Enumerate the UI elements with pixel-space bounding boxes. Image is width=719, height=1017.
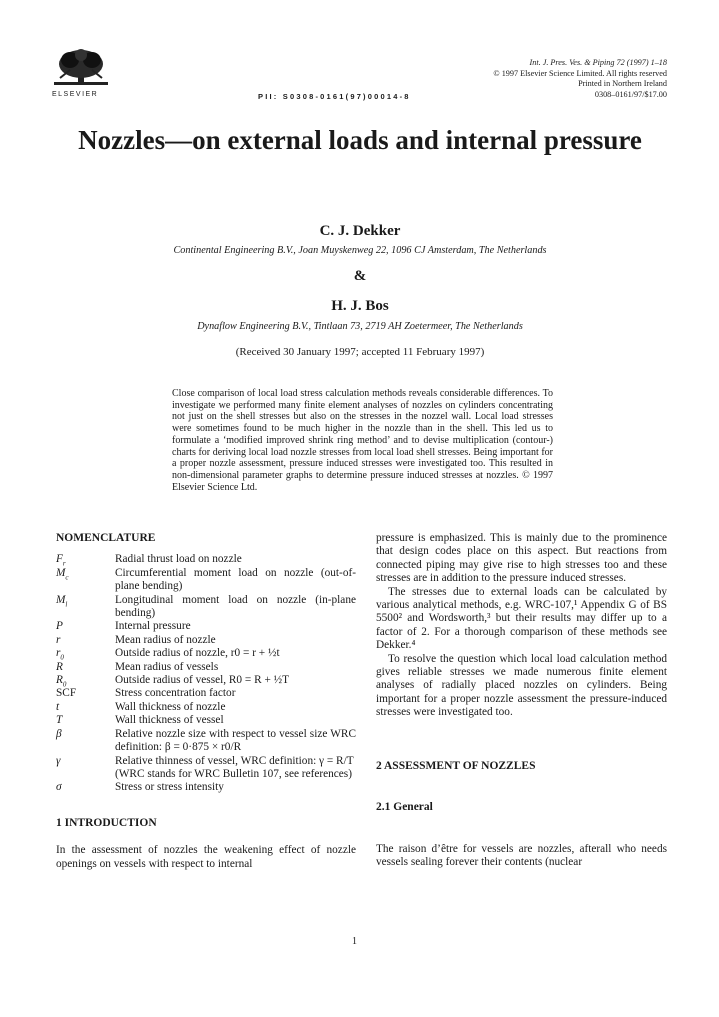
nomenclature-definition: Wall thickness of nozzle bbox=[115, 700, 226, 713]
nomenclature-definition: Mean radius of nozzle bbox=[115, 633, 216, 646]
pii-code: PII: S0308-0161(97)00014-8 bbox=[258, 92, 411, 101]
nomenclature-item bbox=[56, 687, 356, 700]
nomenclature-symbol: T bbox=[56, 714, 63, 727]
nomenclature-item bbox=[56, 781, 356, 794]
nomenclature-symbol: $R_0$ bbox=[56, 674, 67, 689]
page-number: 1 bbox=[352, 936, 357, 947]
nomenclature-definition: Outside radius of nozzle, r0 = r + ½t bbox=[115, 647, 280, 660]
paragraph: pressure is emphasized. This is mainly due to the prominence that design codes place on this aspect. But reactions from connected piping may give rise to high stresses too and these stresses are in addition to the pressure induced stresses. bbox=[376, 532, 667, 585]
nomenclature-definition: Wall thickness of vessel bbox=[115, 714, 224, 727]
right-column bbox=[376, 532, 667, 869]
nomenclature-definition: Relative thinness of vessel, WRC definition: γ = R/T bbox=[115, 754, 354, 767]
nomenclature-item bbox=[56, 553, 356, 566]
left-column bbox=[56, 532, 356, 871]
nomenclature-symbol: σ bbox=[56, 781, 62, 794]
nomenclature-item bbox=[56, 755, 356, 768]
issn-line: 0308–0161/97/$17.00 bbox=[594, 89, 667, 99]
nomenclature-item bbox=[56, 620, 356, 633]
nomenclature-symbol: β bbox=[56, 727, 62, 740]
nomenclature-symbol: $r_0$ bbox=[56, 647, 64, 662]
elsevier-logo bbox=[52, 48, 122, 98]
printed-line: Printed in Northern Ireland bbox=[578, 79, 667, 89]
nomenclature-item bbox=[56, 567, 356, 594]
nomenclature-definition: Internal pressure bbox=[115, 620, 191, 633]
nomenclature-symbol: $F_r$ bbox=[56, 553, 66, 568]
author-separator: & bbox=[353, 268, 367, 284]
nomenclature-item bbox=[56, 701, 356, 714]
nomenclature-definition: (WRC stands for WRC Bulletin 107, see references) bbox=[115, 767, 352, 780]
nomenclature-definition: Outside radius of vessel, R0 = R + ½T bbox=[115, 674, 290, 687]
nomenclature-symbol: r bbox=[56, 633, 61, 646]
nomenclature-item bbox=[56, 714, 356, 727]
copyright-line: © 1997 Elsevier Science Limited. All rights reserved bbox=[493, 68, 667, 78]
nomenclature-item bbox=[56, 674, 356, 687]
elsevier-tree-icon bbox=[52, 48, 110, 90]
nomenclature-definition: Stress or stress intensity bbox=[115, 781, 224, 794]
intro-paragraph: In the assessment of nozzles the weakening effect of nozzle openings on vessels with respect to internal bbox=[56, 844, 356, 870]
nomenclature-definition: Relative nozzle size with respect to vessel size WRC definition: β = 0·875 × r0/R bbox=[115, 727, 356, 754]
journal-citation: Int. J. Pres. Ves. & Piping 72 (1997) 1–18 bbox=[529, 58, 667, 67]
paragraph: To resolve the question which local load calculation method gives reliable stresses we made numerous finite element analyses of radially placed nozzles on cylinders. Being important for a proper nozzle assessment the pressure-induced stresses were investigated too. bbox=[376, 652, 667, 719]
nomenclature-symbol: R bbox=[56, 660, 63, 673]
author-2-name: H. J. Bos bbox=[331, 298, 389, 314]
nomenclature-definition: Radial thrust load on nozzle bbox=[115, 553, 242, 566]
nomenclature-item bbox=[56, 661, 356, 674]
nomenclature-symbol: t bbox=[56, 700, 60, 713]
paragraph: The stresses due to external loads can be calculated by various analytical methods, e.g. WRC-107,¹ Appendix G of BS 5500² and Wordsworth,³ but their results may differ up to a factor of 2. For a thorough comparison of these methods see Dekker.⁴ bbox=[376, 585, 667, 652]
nomenclature-symbol bbox=[56, 768, 115, 781]
nomenclature-symbol: γ bbox=[56, 754, 61, 767]
section-2-heading: 2 ASSESSMENT OF NOZZLES bbox=[376, 759, 536, 772]
nomenclature-symbol: P bbox=[56, 620, 63, 633]
nomenclature-definition: Circumferential moment load on nozzle (out-of-plane bending) bbox=[115, 566, 356, 593]
nomenclature-symbol: $M_l$ bbox=[56, 593, 68, 608]
nomenclature-item bbox=[56, 768, 356, 781]
received-dates: (Received 30 January 1997; accepted 11 February 1997) bbox=[235, 346, 485, 358]
nomenclature-item bbox=[56, 728, 356, 755]
nomenclature-item bbox=[56, 634, 356, 647]
nomenclature-item bbox=[56, 594, 356, 621]
nomenclature-definition: Stress concentration factor bbox=[115, 687, 236, 700]
nomenclature-symbol: SCF bbox=[56, 687, 77, 700]
section-2-1-heading: 2.1 General bbox=[376, 801, 433, 814]
nomenclature-item bbox=[56, 647, 356, 660]
author-1-name: C. J. Dekker bbox=[319, 223, 401, 239]
section-1-heading: 1 INTRODUCTION bbox=[56, 816, 157, 829]
nomenclature-definition: Mean radius of vessels bbox=[115, 660, 219, 673]
abstract: Close comparison of local load stress calculation methods reveals considerable differences. To investigate we performed many finite element analyses of nozzles on cylinders concentrating not just on the shell stresses but also on the stresses in the nozzel wall. Local load stresses were sometimes found to be much higher in the nozzle than in the shell. This led us to formulate a ‘modified improved shrink ring method’ and to devise multiplication (contour-) charts for deriving local load nozzle stresses from local load shell stresses. Being important for a proper nozzle assessment, pressure induced stresses were investigated too. This resulted in non-dimensional parameter graphs to determine pressure induced stresses at nozzles. © 1997 Elsevier Science Ltd. bbox=[172, 388, 553, 493]
publisher-name: ELSEVIER bbox=[52, 91, 99, 98]
paragraph: The raison d’être for vessels are nozzles, afterall who needs vessels sealing forever their contents (nuclear bbox=[376, 842, 667, 868]
paper-title: Nozzles—on external loads and internal pressure bbox=[78, 125, 642, 155]
nomenclature-heading: NOMENCLATURE bbox=[56, 532, 156, 544]
author-1-affiliation: Continental Engineering B.V., Joan Muyskenweg 22, 1096 CJ Amsterdam, The Netherlands bbox=[173, 245, 547, 256]
nomenclature-definition: Longitudinal moment load on nozzle (in-plane bending) bbox=[115, 593, 356, 620]
journal-info bbox=[493, 58, 667, 100]
author-2-affiliation: Dynaflow Engineering B.V., Tintlaan 73, 2719 AH Zoetermeer, The Netherlands bbox=[197, 321, 523, 332]
nomenclature-symbol: $M_c$ bbox=[56, 566, 69, 582]
